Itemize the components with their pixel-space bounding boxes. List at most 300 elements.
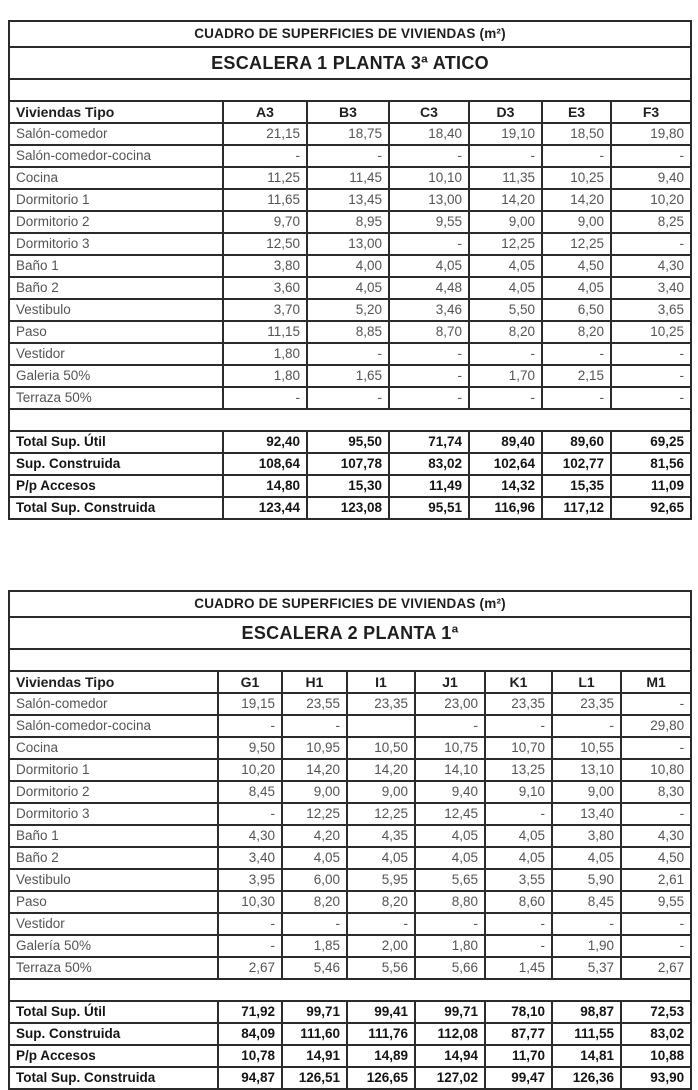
value-cell: 13,00: [307, 233, 389, 255]
value-cell: 98,87: [552, 1001, 621, 1023]
row-label: Salón-comedor: [9, 123, 223, 145]
value-cell: -: [389, 343, 469, 365]
row-label: Dormitorio 3: [9, 233, 223, 255]
value-cell: 9,55: [389, 211, 469, 233]
value-cell: -: [469, 387, 542, 409]
spacer-cell: [9, 979, 691, 1001]
value-cell: 95,50: [307, 431, 389, 453]
value-cell: 4,35: [347, 825, 415, 847]
value-cell: 23,55: [282, 693, 347, 715]
value-cell: 12,25: [542, 233, 611, 255]
value-cell: 9,00: [469, 211, 542, 233]
value-cell: 8,95: [307, 211, 389, 233]
table-row: [9, 321, 691, 343]
row-label: Terraza 50%: [9, 387, 223, 409]
unit-column-header: M1: [621, 671, 691, 693]
value-cell: -: [542, 145, 611, 167]
value-cell: 11,49: [389, 475, 469, 497]
value-cell: 11,25: [223, 167, 307, 189]
value-cell: 8,45: [218, 781, 282, 803]
surface-table-escalera-1: [8, 20, 692, 520]
value-cell: 15,30: [307, 475, 389, 497]
value-cell: 111,55: [552, 1023, 621, 1045]
value-cell: 14,80: [223, 475, 307, 497]
surface-table-block-escalera-1: [8, 20, 690, 520]
table-row: [9, 935, 691, 957]
row-label: Galería 50%: [9, 935, 218, 957]
value-cell: 14,20: [282, 759, 347, 781]
value-cell: 23,35: [347, 693, 415, 715]
table-row: [9, 847, 691, 869]
row-label: Total Sup. Construida: [9, 497, 223, 519]
value-cell: 4,05: [347, 847, 415, 869]
value-cell: 4,05: [552, 847, 621, 869]
value-cell: 11,45: [307, 167, 389, 189]
value-cell: 11,70: [485, 1045, 552, 1067]
value-cell: 14,81: [552, 1045, 621, 1067]
row-label: P/p Accesos: [9, 475, 223, 497]
value-cell: 3,55: [485, 869, 552, 891]
unit-column-header: G1: [218, 671, 282, 693]
value-cell: -: [307, 343, 389, 365]
value-cell: 10,25: [611, 321, 691, 343]
value-cell: 5,66: [415, 957, 485, 979]
value-cell: 1,85: [282, 935, 347, 957]
table-row: [9, 277, 691, 299]
value-cell: 4,05: [485, 847, 552, 869]
value-cell: -: [611, 387, 691, 409]
row-label: Vestibulo: [9, 299, 223, 321]
value-cell: 1,45: [485, 957, 552, 979]
value-cell: 3,95: [218, 869, 282, 891]
value-cell: 3,80: [552, 825, 621, 847]
row-label: Total Sup. Construida: [9, 1067, 218, 1089]
value-cell: 11,15: [223, 321, 307, 343]
unit-column-header: D3: [469, 101, 542, 123]
table-row: [9, 255, 691, 277]
table-row: [9, 233, 691, 255]
value-cell: 3,40: [611, 277, 691, 299]
row-label: Baño 1: [9, 255, 223, 277]
total-row: [9, 453, 691, 475]
unit-column-header: B3: [307, 101, 389, 123]
value-cell: 116,96: [469, 497, 542, 519]
value-cell: 8,30: [621, 781, 691, 803]
spacer-row: [9, 649, 691, 671]
value-cell: 9,40: [415, 781, 485, 803]
value-cell: 9,00: [347, 781, 415, 803]
value-cell: 19,10: [469, 123, 542, 145]
value-cell: 8,20: [282, 891, 347, 913]
value-cell: 11,09: [611, 475, 691, 497]
total-row: [9, 1023, 691, 1045]
value-cell: 126,36: [552, 1067, 621, 1089]
row-label: Baño 2: [9, 277, 223, 299]
value-cell: 10,70: [485, 737, 552, 759]
value-cell: -: [307, 387, 389, 409]
value-cell: 123,08: [307, 497, 389, 519]
table-title: CUADRO DE SUPERFICIES DE VIVIENDAS (m²): [9, 591, 691, 617]
value-cell: 5,46: [282, 957, 347, 979]
row-label: Dormitorio 1: [9, 759, 218, 781]
spacer-cell: [9, 79, 691, 101]
value-cell: 94,87: [218, 1067, 282, 1089]
row-label: Galeria 50%: [9, 365, 223, 387]
value-cell: 4,05: [542, 277, 611, 299]
value-cell: -: [611, 343, 691, 365]
value-cell: 4,05: [389, 255, 469, 277]
value-cell: 2,67: [621, 957, 691, 979]
value-cell: -: [621, 693, 691, 715]
value-cell: 11,35: [469, 167, 542, 189]
row-label: Sup. Construida: [9, 1023, 218, 1045]
value-cell: 14,10: [415, 759, 485, 781]
row-label: P/p Accesos: [9, 1045, 218, 1067]
value-cell: -: [469, 343, 542, 365]
unit-column-header: E3: [542, 101, 611, 123]
value-cell: 8,45: [552, 891, 621, 913]
value-cell: 126,51: [282, 1067, 347, 1089]
table-subtitle: ESCALERA 1 PLANTA 3ª ATICO: [9, 47, 691, 79]
value-cell: -: [611, 145, 691, 167]
unit-column-header: J1: [415, 671, 485, 693]
value-cell: 4,05: [469, 255, 542, 277]
row-label: Baño 2: [9, 847, 218, 869]
value-cell: -: [218, 715, 282, 737]
value-cell: -: [485, 715, 552, 737]
value-cell: -: [415, 913, 485, 935]
value-cell: 1,80: [415, 935, 485, 957]
value-cell: 127,02: [415, 1067, 485, 1089]
value-cell: 14,94: [415, 1045, 485, 1067]
row-label: Dormitorio 3: [9, 803, 218, 825]
value-cell: -: [469, 145, 542, 167]
value-cell: 8,60: [485, 891, 552, 913]
table-row: [9, 759, 691, 781]
value-cell: -: [485, 935, 552, 957]
value-cell: 9,10: [485, 781, 552, 803]
value-cell: 95,51: [389, 497, 469, 519]
value-cell: -: [485, 803, 552, 825]
value-cell: 10,25: [542, 167, 611, 189]
value-cell: 12,50: [223, 233, 307, 255]
value-cell: 5,95: [347, 869, 415, 891]
value-cell: [347, 715, 415, 737]
value-cell: 18,75: [307, 123, 389, 145]
spacer-cell: [9, 649, 691, 671]
total-row: [9, 497, 691, 519]
total-row: [9, 1067, 691, 1089]
table-row: [9, 693, 691, 715]
value-cell: 13,25: [485, 759, 552, 781]
value-cell: 4,05: [282, 847, 347, 869]
value-cell: 4,05: [307, 277, 389, 299]
row-label: Vestibulo: [9, 869, 218, 891]
value-cell: 18,50: [542, 123, 611, 145]
table-row: [9, 957, 691, 979]
value-cell: 5,65: [415, 869, 485, 891]
row-label: Sup. Construida: [9, 453, 223, 475]
value-cell: 99,71: [282, 1001, 347, 1023]
table-row: [9, 145, 691, 167]
table-row: [9, 803, 691, 825]
value-cell: 12,25: [469, 233, 542, 255]
value-cell: 1,80: [223, 365, 307, 387]
value-cell: -: [389, 145, 469, 167]
value-cell: 19,15: [218, 693, 282, 715]
unit-column-header: K1: [485, 671, 552, 693]
table-row: [9, 891, 691, 913]
table-row: [9, 365, 691, 387]
value-cell: 5,50: [469, 299, 542, 321]
row-label: Cocina: [9, 167, 223, 189]
value-cell: 71,74: [389, 431, 469, 453]
unit-column-header: L1: [552, 671, 621, 693]
value-cell: 5,90: [552, 869, 621, 891]
value-cell: 4,30: [218, 825, 282, 847]
value-cell: 15,35: [542, 475, 611, 497]
value-cell: 18,40: [389, 123, 469, 145]
row-label: Vestidor: [9, 343, 223, 365]
table-row: [9, 299, 691, 321]
value-cell: 29,80: [621, 715, 691, 737]
value-cell: 10,80: [621, 759, 691, 781]
value-cell: 10,20: [218, 759, 282, 781]
row-label: Dormitorio 2: [9, 781, 218, 803]
row-label: Total Sup. Útil: [9, 1001, 218, 1023]
value-cell: 108,64: [223, 453, 307, 475]
column-header-row: [9, 101, 691, 123]
value-cell: 72,53: [621, 1001, 691, 1023]
value-cell: -: [307, 145, 389, 167]
value-cell: -: [218, 913, 282, 935]
row-label: Salón-comedor-cocina: [9, 145, 223, 167]
value-cell: 3,65: [611, 299, 691, 321]
row-label: Cocina: [9, 737, 218, 759]
value-cell: 21,15: [223, 123, 307, 145]
value-cell: 83,02: [621, 1023, 691, 1045]
surface-table-block-escalera-2: [8, 590, 690, 1090]
value-cell: 10,30: [218, 891, 282, 913]
value-cell: 12,45: [415, 803, 485, 825]
value-cell: 14,20: [542, 189, 611, 211]
unit-column-header: I1: [347, 671, 415, 693]
value-cell: 4,00: [307, 255, 389, 277]
row-label: Paso: [9, 891, 218, 913]
unit-column-header: C3: [389, 101, 469, 123]
value-cell: -: [223, 387, 307, 409]
value-cell: -: [223, 145, 307, 167]
unit-column-header: F3: [611, 101, 691, 123]
value-cell: 4,50: [621, 847, 691, 869]
value-cell: 14,20: [469, 189, 542, 211]
value-cell: 111,76: [347, 1023, 415, 1045]
value-cell: 89,60: [542, 431, 611, 453]
table-row: [9, 343, 691, 365]
value-cell: 87,77: [485, 1023, 552, 1045]
value-cell: 19,80: [611, 123, 691, 145]
value-cell: 1,90: [552, 935, 621, 957]
value-cell: 84,09: [218, 1023, 282, 1045]
value-cell: 14,91: [282, 1045, 347, 1067]
spacer-cell: [9, 409, 691, 431]
table-title-row: [9, 21, 691, 47]
value-cell: 4,48: [389, 277, 469, 299]
row-label-header: Viviendas Tipo: [9, 101, 223, 123]
value-cell: 10,95: [282, 737, 347, 759]
table-row: [9, 189, 691, 211]
spacer-row: [9, 979, 691, 1001]
table-row: [9, 825, 691, 847]
value-cell: 3,40: [218, 847, 282, 869]
value-cell: -: [611, 365, 691, 387]
table-row: [9, 387, 691, 409]
table-subtitle-row: [9, 47, 691, 79]
table-row: [9, 737, 691, 759]
value-cell: 3,70: [223, 299, 307, 321]
value-cell: 12,25: [347, 803, 415, 825]
value-cell: 10,88: [621, 1045, 691, 1067]
table-title-row: [9, 591, 691, 617]
row-label: Paso: [9, 321, 223, 343]
value-cell: 9,00: [282, 781, 347, 803]
table-row: [9, 167, 691, 189]
value-cell: 9,00: [542, 211, 611, 233]
value-cell: 10,50: [347, 737, 415, 759]
value-cell: 8,80: [415, 891, 485, 913]
value-cell: -: [389, 233, 469, 255]
table-subtitle: ESCALERA 2 PLANTA 1ª: [9, 617, 691, 649]
value-cell: -: [621, 935, 691, 957]
value-cell: 4,05: [415, 847, 485, 869]
value-cell: 9,40: [611, 167, 691, 189]
value-cell: 8,85: [307, 321, 389, 343]
row-label: Terraza 50%: [9, 957, 218, 979]
value-cell: 13,40: [552, 803, 621, 825]
row-label: Vestidor: [9, 913, 218, 935]
value-cell: 8,25: [611, 211, 691, 233]
row-label: Baño 1: [9, 825, 218, 847]
value-cell: 4,30: [611, 255, 691, 277]
value-cell: 71,92: [218, 1001, 282, 1023]
value-cell: 13,00: [389, 189, 469, 211]
value-cell: 107,78: [307, 453, 389, 475]
value-cell: -: [347, 913, 415, 935]
value-cell: 13,10: [552, 759, 621, 781]
value-cell: 10,55: [552, 737, 621, 759]
table-title: CUADRO DE SUPERFICIES DE VIVIENDAS (m²): [9, 21, 691, 47]
value-cell: 117,12: [542, 497, 611, 519]
value-cell: -: [218, 935, 282, 957]
value-cell: 5,20: [307, 299, 389, 321]
value-cell: -: [621, 913, 691, 935]
value-cell: 10,20: [611, 189, 691, 211]
total-row: [9, 431, 691, 453]
value-cell: -: [611, 233, 691, 255]
value-cell: 13,45: [307, 189, 389, 211]
value-cell: -: [282, 715, 347, 737]
value-cell: -: [621, 803, 691, 825]
value-cell: 93,90: [621, 1067, 691, 1089]
value-cell: -: [542, 387, 611, 409]
value-cell: 4,05: [469, 277, 542, 299]
value-cell: -: [415, 715, 485, 737]
unit-column-header: H1: [282, 671, 347, 693]
value-cell: 10,75: [415, 737, 485, 759]
value-cell: 4,05: [485, 825, 552, 847]
value-cell: 99,47: [485, 1067, 552, 1089]
value-cell: 14,89: [347, 1045, 415, 1067]
value-cell: 2,15: [542, 365, 611, 387]
value-cell: 92,65: [611, 497, 691, 519]
value-cell: 6,50: [542, 299, 611, 321]
table-row: [9, 715, 691, 737]
value-cell: 3,80: [223, 255, 307, 277]
value-cell: 9,50: [218, 737, 282, 759]
value-cell: 5,56: [347, 957, 415, 979]
value-cell: -: [552, 913, 621, 935]
value-cell: -: [485, 913, 552, 935]
row-label-header: Viviendas Tipo: [9, 671, 218, 693]
value-cell: 23,00: [415, 693, 485, 715]
table-row: [9, 913, 691, 935]
value-cell: 9,70: [223, 211, 307, 233]
value-cell: 123,44: [223, 497, 307, 519]
value-cell: 4,05: [415, 825, 485, 847]
value-cell: 3,46: [389, 299, 469, 321]
value-cell: 23,35: [552, 693, 621, 715]
value-cell: 89,40: [469, 431, 542, 453]
value-cell: 69,25: [611, 431, 691, 453]
value-cell: 4,30: [621, 825, 691, 847]
row-label: Dormitorio 2: [9, 211, 223, 233]
value-cell: 10,10: [389, 167, 469, 189]
value-cell: 3,60: [223, 277, 307, 299]
value-cell: 1,70: [469, 365, 542, 387]
value-cell: 8,70: [389, 321, 469, 343]
row-label: Salón-comedor-cocina: [9, 715, 218, 737]
total-row: [9, 475, 691, 497]
value-cell: 23,35: [485, 693, 552, 715]
table-row: [9, 211, 691, 233]
value-cell: 2,61: [621, 869, 691, 891]
value-cell: 99,41: [347, 1001, 415, 1023]
value-cell: -: [552, 715, 621, 737]
value-cell: 10,78: [218, 1045, 282, 1067]
surface-table-escalera-2: [8, 590, 692, 1090]
value-cell: 111,60: [282, 1023, 347, 1045]
value-cell: -: [389, 387, 469, 409]
value-cell: 12,25: [282, 803, 347, 825]
value-cell: 4,20: [282, 825, 347, 847]
value-cell: 102,64: [469, 453, 542, 475]
value-cell: 78,10: [485, 1001, 552, 1023]
total-row: [9, 1001, 691, 1023]
value-cell: 1,65: [307, 365, 389, 387]
value-cell: 112,08: [415, 1023, 485, 1045]
value-cell: 11,65: [223, 189, 307, 211]
spacer-row: [9, 79, 691, 101]
spacer-row: [9, 409, 691, 431]
row-label: Total Sup. Útil: [9, 431, 223, 453]
value-cell: 92,40: [223, 431, 307, 453]
value-cell: -: [389, 365, 469, 387]
value-cell: 83,02: [389, 453, 469, 475]
value-cell: 8,20: [347, 891, 415, 913]
value-cell: 6,00: [282, 869, 347, 891]
value-cell: 5,37: [552, 957, 621, 979]
column-header-row: [9, 671, 691, 693]
